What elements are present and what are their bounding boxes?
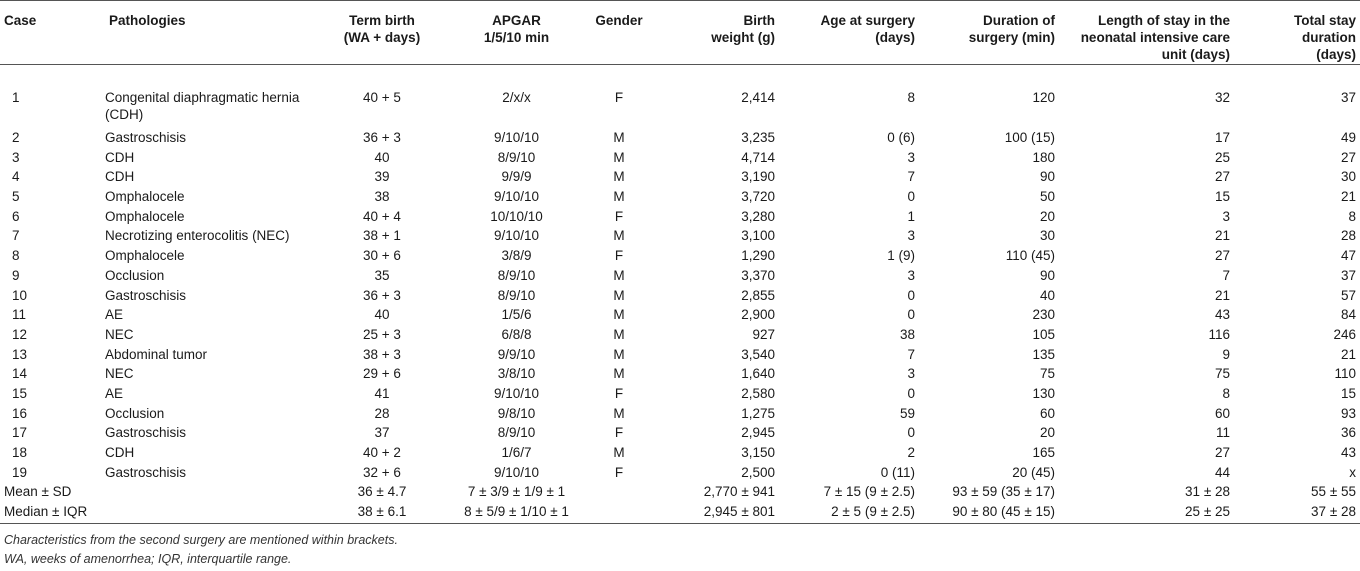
header-case: Case — [4, 13, 37, 28]
table-row — [0, 267, 1360, 287]
cell-nicu-stay: 17 — [1214, 130, 1230, 145]
summary-row — [0, 483, 1360, 503]
cell-term-birth: 40 + 2 — [363, 445, 401, 460]
cell-apgar: 9/9/9 — [501, 169, 532, 185]
cell-term-birth: 32 + 6 — [363, 464, 401, 480]
cell-nicu-stay: 7 — [1222, 267, 1230, 283]
cell-case: 5 — [12, 189, 20, 205]
cell-term-birth: 40 — [374, 307, 390, 323]
cell-nicu-stay: 21 — [1214, 228, 1230, 244]
cell-duration: 20 — [1039, 208, 1055, 224]
cell-birth-weight: 2,770 ± 941 — [703, 484, 775, 500]
table-row — [0, 129, 1360, 149]
cell-duration: 110 (45) — [1005, 248, 1055, 264]
cell-case: 18 — [12, 445, 28, 460]
cell-term-birth: 41 — [374, 385, 390, 401]
cell-nicu-stay: 60 — [1214, 405, 1230, 421]
cell-nicu-stay: 43 — [1214, 307, 1230, 323]
cell-total-stay: 84 — [1340, 307, 1356, 323]
cell-gender: M — [613, 346, 625, 362]
cell-case: 1 — [12, 90, 20, 105]
cell-pathology: Gastroschisis — [105, 287, 187, 303]
cell-duration: 105 — [1032, 326, 1055, 342]
cell-birth-weight: 4,714 — [741, 149, 775, 165]
footnote-brackets: Characteristics from the second surgery are mentioned within brackets. — [4, 533, 398, 547]
cell-birth-weight: 2,945 — [741, 425, 775, 441]
cell-total-stay: 37 — [1340, 90, 1356, 105]
cell-summary-label: Mean ± SD — [4, 484, 72, 500]
cell-gender: M — [613, 169, 625, 185]
cell-summary-label: Median ± IQR — [4, 504, 88, 520]
cell-duration: 93 ± 59 (35 ± 17) — [952, 484, 1055, 500]
cell-term-birth: 36 + 3 — [363, 130, 401, 145]
cell-age-at-surgery: 7 — [907, 346, 915, 362]
cell-case: 2 — [12, 130, 20, 145]
cell-apgar: 10/10/10 — [490, 208, 543, 224]
cell-apgar: 8/9/10 — [497, 149, 536, 165]
cell-duration: 180 — [1032, 149, 1055, 165]
cell-case: 4 — [12, 169, 20, 185]
cell-nicu-stay: 27 — [1214, 169, 1230, 185]
table-row — [0, 65, 1360, 130]
cell-total-stay: 93 — [1340, 405, 1356, 421]
cell-total-stay: 49 — [1340, 130, 1356, 145]
cell-age-at-surgery: 3 — [907, 366, 915, 382]
cell-pathology: Gastroschisis — [105, 464, 187, 480]
cell-apgar: 3/8/9 — [501, 248, 532, 264]
cell-gender: M — [613, 287, 625, 303]
cell-birth-weight: 3,540 — [741, 346, 775, 362]
cell-pathology: NEC — [105, 326, 134, 342]
cell-total-stay: 110 — [1334, 366, 1356, 382]
cell-term-birth: 40 + 4 — [363, 208, 401, 224]
cell-case: 16 — [12, 405, 28, 421]
cell-pathology: Gastroschisis — [105, 425, 187, 441]
cell-gender: M — [613, 149, 625, 165]
table-row — [0, 385, 1360, 405]
cell-age-at-surgery: 0 — [907, 385, 915, 401]
cell-nicu-stay: 8 — [1222, 385, 1230, 401]
table-footnotes — [4, 531, 398, 569]
cell-apgar: 9/9/10 — [497, 346, 536, 362]
table-row — [0, 464, 1360, 484]
cell-gender: F — [614, 464, 624, 480]
cell-pathology: Congenital diaphragmatic hernia (CDH) — [105, 90, 300, 122]
cell-gender: M — [613, 189, 625, 205]
cell-nicu-stay: 3 — [1222, 208, 1230, 224]
cell-nicu-stay: 75 — [1214, 366, 1230, 382]
cell-total-stay: 57 — [1340, 287, 1356, 303]
cell-birth-weight: 3,190 — [741, 169, 775, 185]
cell-term-birth: 38 + 3 — [363, 346, 401, 362]
cell-nicu-stay: 15 — [1214, 189, 1230, 205]
cell-pathology: NEC — [105, 366, 134, 382]
cell-apgar: 7 ± 3/9 ± 1/9 ± 1 — [467, 484, 566, 500]
cell-gender: M — [613, 130, 625, 145]
cell-gender: M — [613, 228, 625, 244]
cell-pathology: Omphalocele — [105, 208, 185, 224]
cell-pathology: Gastroschisis — [105, 130, 187, 145]
cell-age-at-surgery: 2 ± 5 (9 ± 2.5) — [831, 504, 915, 520]
cell-nicu-stay: 27 — [1214, 248, 1230, 264]
cell-nicu-stay: 32 — [1214, 90, 1230, 105]
cell-age-at-surgery: 0 (11) — [880, 464, 915, 480]
cell-nicu-stay: 21 — [1214, 287, 1230, 303]
cell-age-at-surgery: 7 ± 15 (9 ± 2.5) — [823, 484, 915, 500]
cell-total-stay: 37 — [1340, 267, 1356, 283]
cell-term-birth: 40 + 5 — [363, 90, 401, 105]
cell-birth-weight: 1,275 — [741, 405, 775, 421]
cell-age-at-surgery: 2 — [907, 445, 915, 460]
table-row — [0, 326, 1360, 346]
cell-duration: 75 — [1039, 366, 1055, 382]
cell-age-at-surgery: 3 — [907, 149, 915, 165]
cell-birth-weight: 2,414 — [741, 90, 775, 105]
cell-pathology: CDH — [105, 169, 135, 185]
cell-term-birth: 36 + 3 — [363, 287, 401, 303]
cell-term-birth: 38 — [374, 189, 390, 205]
header-nicu-stay: Length of stay in the neonatal intensive care unit (days) — [1080, 13, 1230, 62]
cell-term-birth: 36 ± 4.7 — [357, 484, 407, 500]
cell-birth-weight: 2,855 — [741, 287, 775, 303]
cell-case: 17 — [12, 425, 28, 441]
header-duration-of-surgery: Duration of surgery (min) — [968, 13, 1055, 45]
cell-birth-weight: 3,370 — [741, 267, 775, 283]
cell-age-at-surgery: 0 — [907, 307, 915, 323]
cell-pathology: AE — [105, 307, 124, 323]
table-row — [0, 227, 1360, 247]
header-age-at-surgery: Age at surgery (days) — [820, 13, 915, 45]
summary-row — [0, 503, 1360, 523]
table-row — [0, 365, 1360, 385]
cell-case: 11 — [12, 307, 27, 323]
cell-term-birth: 30 + 6 — [363, 248, 401, 264]
cell-apgar: 9/10/10 — [493, 228, 540, 244]
cell-age-at-surgery: 3 — [907, 267, 915, 283]
cell-term-birth: 35 — [374, 267, 390, 283]
header-birth-weight: Birth weight (g) — [711, 13, 775, 45]
cell-birth-weight: 2,500 — [741, 464, 775, 480]
cell-nicu-stay: 11 — [1215, 425, 1230, 441]
cell-case: 9 — [12, 267, 20, 283]
table-row — [0, 168, 1360, 188]
cell-apgar: 1/5/6 — [501, 307, 532, 323]
cell-total-stay: x — [1349, 464, 1356, 480]
cell-nicu-stay: 44 — [1214, 464, 1230, 480]
cell-apgar: 2/x/x — [502, 90, 531, 105]
cell-total-stay: 246 — [1333, 326, 1356, 342]
cell-birth-weight: 3,720 — [741, 189, 775, 205]
cell-case: 14 — [12, 366, 28, 382]
cell-age-at-surgery: 8 — [907, 90, 915, 105]
cell-gender: M — [613, 267, 625, 283]
cell-duration: 50 — [1039, 189, 1055, 205]
cell-gender: M — [613, 307, 625, 323]
table-row — [0, 149, 1360, 169]
cell-case: 10 — [12, 287, 28, 303]
cell-gender — [579, 503, 659, 523]
cell-term-birth: 39 — [374, 169, 390, 185]
cell-term-birth: 37 — [374, 425, 390, 441]
cell-birth-weight: 2,900 — [741, 307, 775, 323]
cell-gender: M — [613, 326, 625, 342]
cell-duration: 120 — [1032, 90, 1055, 105]
cell-pathology: CDH — [105, 445, 135, 460]
header-gender: Gender — [595, 13, 643, 28]
cell-duration: 100 (15) — [1004, 130, 1055, 145]
cell-duration: 20 (45) — [1012, 464, 1055, 480]
cell-pathology: Necrotizing enterocolitis (NEC) — [105, 228, 290, 244]
cell-gender: F — [614, 90, 624, 105]
cell-term-birth: 28 — [374, 405, 390, 421]
cell-birth-weight: 1,640 — [741, 366, 775, 382]
cell-gender: F — [614, 385, 624, 401]
cell-pathology: AE — [105, 385, 124, 401]
table-body — [0, 65, 1360, 524]
cell-pathology: Omphalocele — [105, 248, 185, 264]
cell-gender: F — [614, 425, 624, 441]
cell-apgar: 9/10/10 — [493, 189, 540, 205]
cell-total-stay: 21 — [1340, 346, 1356, 362]
header-pathologies: Pathologies — [109, 13, 186, 28]
cell-birth-weight: 2,945 ± 801 — [703, 504, 775, 520]
cell-birth-weight: 3,100 — [741, 228, 775, 244]
cell-total-stay: 37 ± 28 — [1311, 504, 1356, 520]
table-row — [0, 188, 1360, 208]
table-row — [0, 247, 1360, 267]
cell-duration: 230 — [1032, 307, 1055, 323]
table-row — [0, 306, 1360, 326]
cell-apgar: 9/10/10 — [493, 464, 540, 480]
cell-apgar: 3/8/10 — [497, 366, 536, 382]
cell-birth-weight: 3,150 — [741, 445, 775, 460]
cell-apgar: 9/8/10 — [497, 405, 536, 421]
cell-gender: M — [613, 445, 625, 460]
cell-age-at-surgery: 59 — [899, 405, 915, 421]
cell-total-stay: 21 — [1340, 189, 1356, 205]
cell-total-stay: 55 ± 55 — [1311, 484, 1356, 500]
cell-duration: 20 — [1039, 425, 1055, 441]
table-header — [0, 1, 1360, 65]
cell-total-stay: 30 — [1340, 169, 1356, 185]
cell-total-stay: 43 — [1340, 445, 1356, 460]
cell-birth-weight: 2,580 — [741, 385, 775, 401]
cell-birth-weight: 3,235 — [741, 130, 775, 145]
table-row — [0, 287, 1360, 307]
cell-age-at-surgery: 3 — [907, 228, 915, 244]
cell-apgar: 9/10/10 — [493, 385, 540, 401]
cell-apgar: 8/9/10 — [497, 267, 536, 283]
cell-duration: 90 ± 80 (45 ± 15) — [952, 504, 1055, 520]
cell-age-at-surgery: 0 — [907, 189, 915, 205]
cell-duration: 30 — [1039, 228, 1055, 244]
cell-term-birth: 25 + 3 — [363, 326, 401, 342]
cell-duration: 135 — [1032, 346, 1055, 362]
table-row — [0, 346, 1360, 366]
cell-term-birth: 40 — [374, 149, 390, 165]
cell-duration: 130 — [1032, 385, 1055, 401]
cell-apgar: 1/6/7 — [501, 445, 532, 460]
cell-term-birth: 38 + 1 — [363, 228, 401, 244]
cell-duration: 40 — [1039, 287, 1055, 303]
cell-case: 12 — [12, 326, 28, 342]
cell-age-at-surgery: 38 — [899, 326, 915, 342]
cell-total-stay: 15 — [1340, 385, 1356, 401]
table-row — [0, 405, 1360, 425]
cell-nicu-stay: 27 — [1214, 445, 1230, 460]
cell-age-at-surgery: 0 — [907, 425, 915, 441]
cell-nicu-stay: 25 ± 25 — [1185, 504, 1230, 520]
cell-gender: F — [614, 248, 624, 264]
cell-total-stay: 47 — [1340, 248, 1356, 264]
header-total-stay: Total stay duration (days) — [1293, 13, 1356, 62]
cell-duration: 165 — [1032, 445, 1055, 460]
table-row — [0, 208, 1360, 228]
cell-pathology: Occlusion — [105, 267, 165, 283]
cell-gender: M — [613, 366, 625, 382]
table-row — [0, 444, 1360, 464]
cell-birth-weight: 927 — [752, 326, 775, 342]
cell-apgar: 8/9/10 — [497, 287, 536, 303]
cell-total-stay: 8 — [1348, 208, 1356, 224]
cell-pathology: CDH — [105, 149, 135, 165]
cell-apgar: 6/8/8 — [501, 326, 532, 342]
cell-case: 19 — [12, 464, 28, 480]
cell-duration: 90 — [1039, 169, 1055, 185]
header-apgar: APGAR 1/5/10 min — [483, 13, 550, 45]
cell-age-at-surgery: 7 — [907, 169, 915, 185]
footnote-abbreviations: WA, weeks of amenorrhea; IQR, interquartile range. — [4, 552, 292, 566]
cell-duration: 60 — [1039, 405, 1055, 421]
cell-duration: 90 — [1039, 267, 1055, 283]
cell-age-at-surgery: 0 (6) — [887, 130, 915, 145]
cell-gender: M — [613, 405, 625, 421]
cell-apgar: 8 ± 5/9 ± 1/10 ± 1 — [464, 504, 569, 520]
cell-age-at-surgery: 0 — [907, 287, 915, 303]
cell-case: 13 — [12, 346, 28, 362]
cell-total-stay: 28 — [1340, 228, 1356, 244]
cell-pathology: Occlusion — [105, 405, 165, 421]
cell-gender — [579, 483, 659, 503]
header-term-birth: Term birth (WA + days) — [343, 13, 421, 45]
cell-pathology: Omphalocele — [105, 189, 185, 205]
cell-nicu-stay: 25 — [1214, 149, 1230, 165]
table-row — [0, 424, 1360, 444]
cell-birth-weight: 3,280 — [741, 208, 775, 224]
cell-nicu-stay: 9 — [1222, 346, 1230, 362]
cell-case: 7 — [12, 228, 20, 244]
cell-case: 6 — [12, 208, 20, 224]
cell-birth-weight: 1,290 — [741, 248, 775, 264]
cell-case: 15 — [12, 385, 28, 401]
cell-nicu-stay: 31 ± 28 — [1185, 484, 1230, 500]
cell-case: 3 — [12, 149, 20, 165]
cell-term-birth: 29 + 6 — [363, 366, 401, 382]
cell-pathology: Abdominal tumor — [105, 346, 208, 362]
cell-apgar: 9/10/10 — [493, 130, 540, 145]
cell-total-stay: 36 — [1340, 425, 1356, 441]
cell-age-at-surgery: 1 (9) — [887, 248, 915, 264]
cell-case: 8 — [12, 248, 20, 264]
cell-nicu-stay: 116 — [1208, 326, 1230, 342]
cell-term-birth: 38 ± 6.1 — [357, 504, 407, 520]
cell-total-stay: 27 — [1340, 149, 1356, 165]
cell-gender: F — [614, 208, 624, 224]
cell-apgar: 8/9/10 — [497, 425, 536, 441]
cell-age-at-surgery: 1 — [907, 208, 915, 224]
